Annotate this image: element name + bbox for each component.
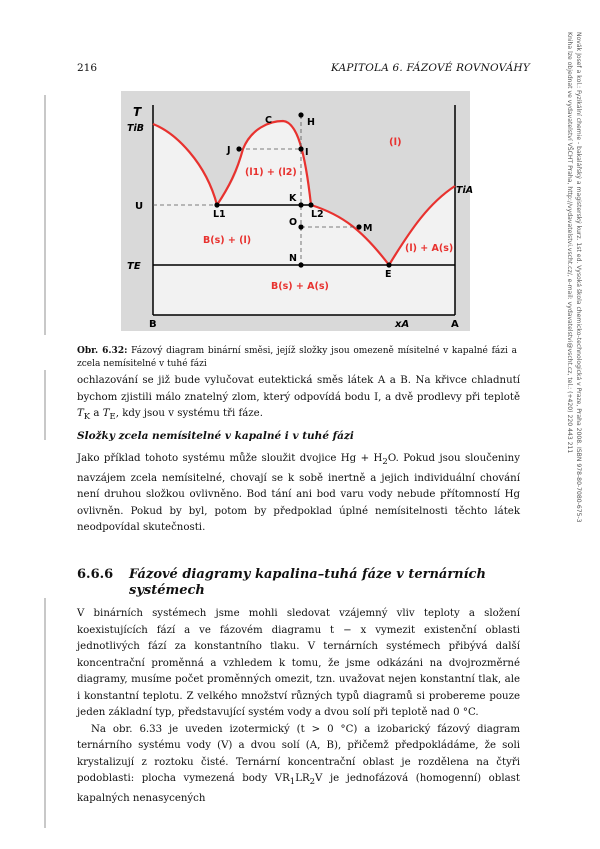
sidebar-line-1: Novák Josef a kol.: Fyzikální chemie - bakalářský a magisterský kurz. 1st ed. Vysoká škola chemicko-technologická v Praze, Praha 2008. ISBN 978-80-7080-675-3 — [575, 32, 582, 523]
label-j: J — [227, 145, 231, 156]
running-head: KAPITOLA 6. FÁZOVÉ ROVNOVÁHY — [331, 62, 530, 74]
subscript: K — [83, 412, 91, 423]
section-number: 6.6.6 — [77, 567, 114, 582]
paragraph — [77, 451, 520, 537]
text-run: ochlazování se již bude vylučovat eutektická směs látek A a B. Na křivce chladnutí bychom zjistili málo znatelný zlom, který odpovídá bodu I, a dvě prodlevy při teplotě — [77, 375, 520, 403]
label-b: B — [149, 319, 157, 330]
paragraph-3: V binárních systémech jsme mohli sledovat vzájemný vliv teploty a složení koexistujících fází a ve fázovém diagramu t − x vymezit existenční oblasti jednotlivých fází za konstantního tlaku. V ternárních systémech přibývá další koncentrační proměnná a vzhledem k tomu, že jsme odkázáni na dvojrozměrné diagramy, musíme počet proměnných omezit, tzn. uvažovat nejen konstantní tlak, ale i konstantní teplotu. Z velkého množství různých typů diagramů si probereme pouze jeden základní typ, představující systém vody a dvou solí při teplotě nad 0 °C. — [77, 608, 520, 718]
margin-bar — [44, 370, 46, 440]
label-tia: TiA — [456, 185, 474, 196]
label-e: E — [385, 269, 392, 280]
text-run: V je jednofázová (homogenní) oblast kapalných nenasycených — [77, 773, 520, 804]
point-k — [298, 202, 303, 207]
text-run: LR — [295, 773, 310, 784]
label-o: O — [289, 217, 298, 228]
point-l2 — [308, 202, 313, 207]
paragraph — [77, 606, 520, 807]
text-run: , kdy jsou v systému tři fáze. — [115, 408, 263, 419]
figure-caption — [77, 345, 517, 371]
label-tib: TiB — [127, 123, 144, 134]
paragraph — [77, 373, 520, 426]
label-m: M — [363, 223, 373, 234]
subscript: E — [109, 412, 116, 423]
symbol: T — [102, 408, 110, 419]
label-k: K — [289, 193, 297, 204]
region-label-l-as: (l) + A(s) — [405, 243, 454, 254]
subheading: Složky zcela nemísitelné v kapalné i v tuhé fázi — [77, 430, 354, 442]
point-e — [386, 262, 391, 267]
region-label-bs-l: B(s) + (l) — [203, 235, 252, 246]
phase-diagram-figure — [121, 91, 474, 331]
label-i: I — [305, 147, 309, 158]
label-te: TE — [127, 261, 141, 272]
paragraph-4 — [77, 722, 520, 808]
sidebar-credit — [558, 32, 582, 712]
label-l1: L1 — [213, 209, 226, 220]
region-label-l: (l) — [389, 137, 402, 148]
label-a: A — [451, 319, 459, 330]
caption-label: Obr. 6.32: — [77, 346, 128, 356]
region-label-l1l2: (l1) + (l2) — [245, 167, 297, 178]
point-m — [356, 224, 361, 229]
label-u: U — [135, 201, 144, 212]
caption-text: Fázový diagram binární směsi, jejíž složky jsou omezeně mísitelné v kapalné fázi a zcela nemísitelné v tuhé fázi — [77, 346, 517, 369]
label-y-axis: T — [133, 105, 142, 119]
label-xa: xA — [395, 319, 410, 330]
margin-bar — [44, 95, 46, 335]
point-l1 — [214, 202, 219, 207]
point-i — [298, 146, 303, 151]
text-run: Na obr. 6.33 je uveden izotermický (t > 0 °C) a izobarický fázový diagram ternárního systému vody (V) a dvou solí (A, B), přičemž předpokládáme, že soli krystalizují z roztoku čisté. Ternární koncentrační oblast je rozdělena na čtyři podoblasti: plocha vymezená body VR — [77, 723, 520, 784]
margin-bar — [44, 598, 46, 828]
point-h — [298, 112, 303, 117]
page-number: 216 — [77, 62, 98, 74]
point-o — [298, 224, 303, 229]
text-run: a — [90, 408, 103, 419]
point-n — [298, 262, 303, 267]
label-h: H — [307, 117, 315, 128]
label-c: C — [265, 115, 272, 126]
text-run: Jako příklad tohoto systému může sloužit dvojice Hg + H — [77, 453, 383, 464]
subscript: 1 — [289, 777, 296, 788]
region-label-bs-as: B(s) + A(s) — [271, 281, 329, 292]
text-run: O. Pokud jsou sloučeniny navzájem zcela nemísitelné, chovají se k sobě inertně a jejich individuální chování není druhou složkou ovlivněno. Bod tání ani bod varu vody nebude přítomností Hg ovlivněn. Pokud by byl, potom by předpoklad úplné nemísitelnosti těchto látek neodpovídal skutečnosti. — [77, 453, 520, 534]
label-l2: L2 — [311, 209, 324, 220]
sidebar-line-2: Kniha lze objednat ve vydavatelství VŠCHT Praha, http://vydavatelstvi.vscht.cz/, e-mail: vydavatelstvi@vscht.cz, tel.: (+420) 220 443 211 — [566, 32, 574, 454]
subscript: 2 — [382, 457, 388, 468]
section-title: Fázové diagramy kapalina–tuhá fáze v ternárních systémech — [129, 567, 486, 598]
point-j — [236, 146, 241, 151]
symbol: T — [77, 408, 84, 419]
subscript: 2 — [309, 777, 316, 788]
label-n: N — [289, 253, 297, 264]
